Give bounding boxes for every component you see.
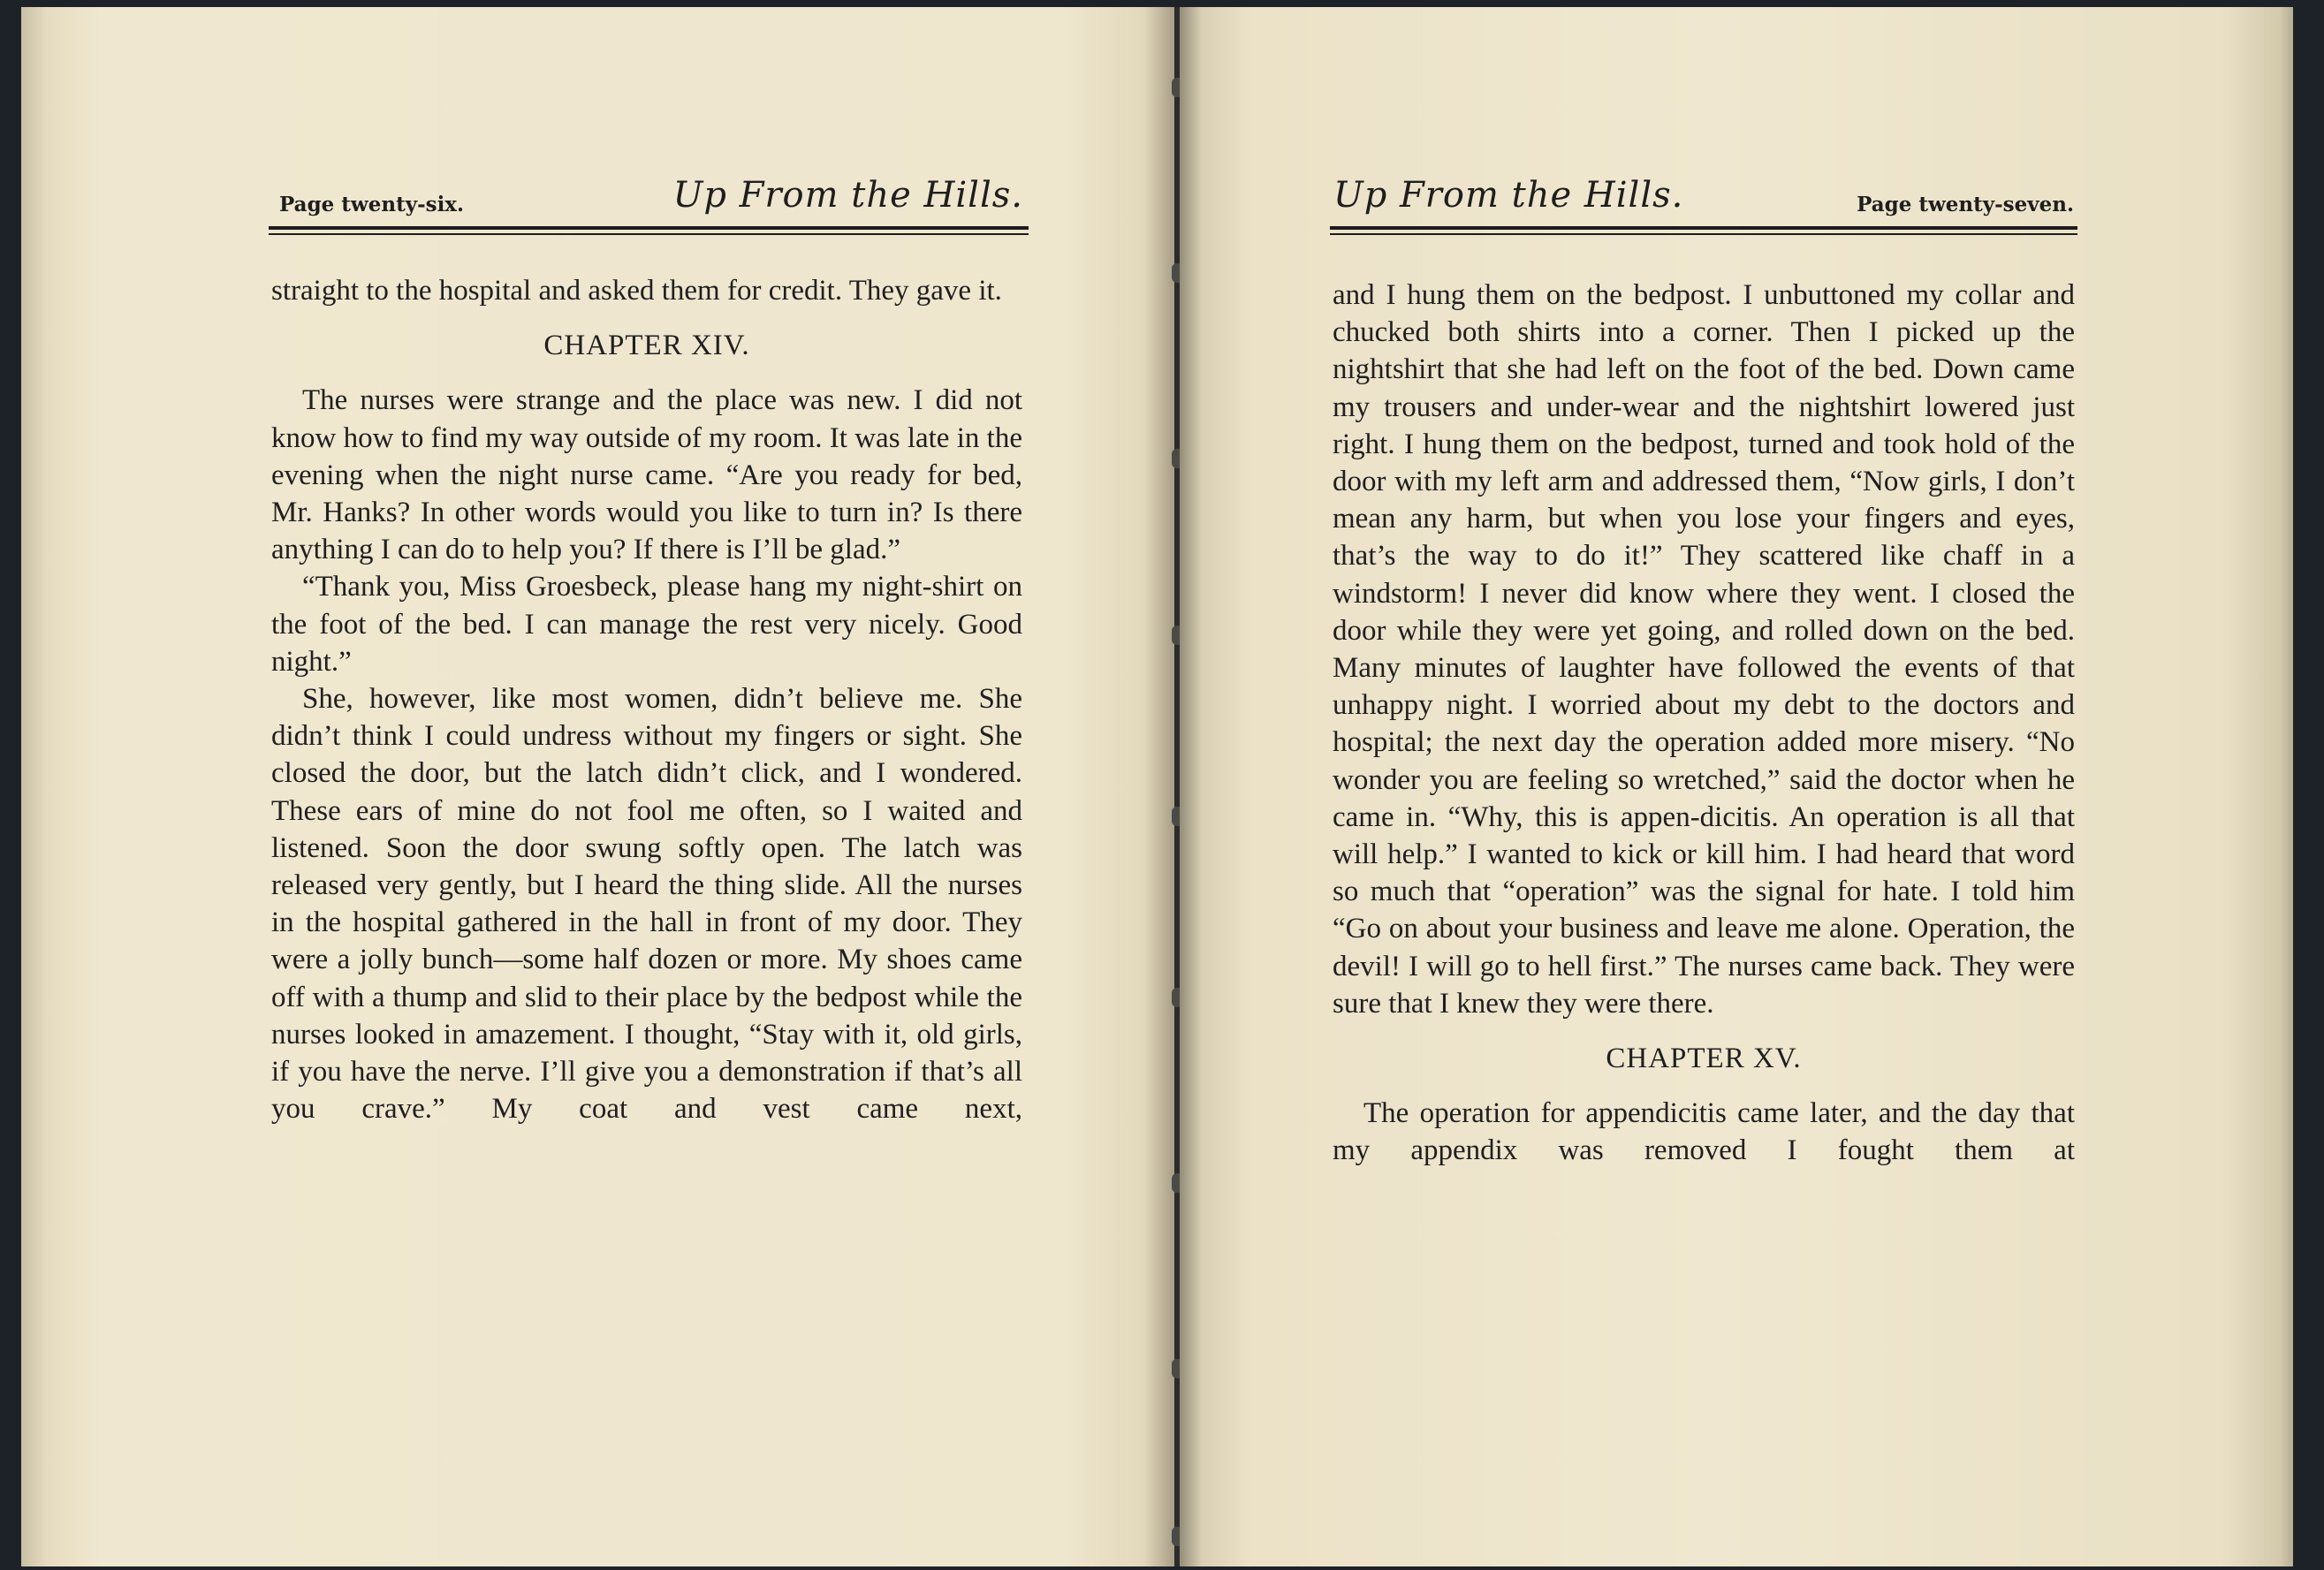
left-paragraph-3: She, however, like most women, didn’t believe me. She didn’t think I could undress without my fingers or sight. She closed the door, but the latch didn’t click, and I wondered. These ears of mine do not fool me often, so I waited and listened. Soon the door swung softly open. The latch was released very gently, but I heard the thing slide. All the nurses in the hospital gathered in the hall in front of my door. They were a jolly bunch—some half dozen or more. My shoes came off with a thump and slid to their place by the bedpost while the nurses looked in amazement. I thought, “Stay with it, old girls, if you have the nerve. I’ll give you a demonstration if that’s all you crave.” My coat and vest came next, <box>271 683 1022 1126</box>
left-chapter-heading: CHAPTER XIV. <box>543 330 750 362</box>
right-closing-paragraph: The operation for appendicitis came later, and the day that my appendix was removed I fought them at <box>1333 1097 2075 1167</box>
right-page <box>1180 7 2293 1566</box>
left-running-title: Up From the Hills. <box>672 175 1023 216</box>
book-spread <box>9 7 2306 1566</box>
right-running-title: Up From the Hills. <box>1333 175 1684 216</box>
left-paragraph-2: “Thank you, Miss Groesbeck, please hang my night-shirt on the foot of the bed. I can manage the rest very nicely. Good night.” <box>271 571 1022 678</box>
left-folio: Page twenty-six. <box>279 193 465 216</box>
right-header-rule-thick <box>1330 226 2077 230</box>
right-body-text <box>1333 277 2075 1170</box>
left-opening-lines: straight to the hospital and asked them for credit. They gave it. <box>271 275 1002 307</box>
left-body-text <box>271 272 1022 1127</box>
left-paragraph-1: The nurses were strange and the place was new. I did not know how to find my way outside of my room. It was late in the evening when the night nurse came. “Are you ready for bed, Mr. Hanks? In other words would you like to turn in? Is there anything I can do to help you? If there is I’ll be glad.” <box>271 384 1022 566</box>
left-page <box>21 7 1174 1566</box>
right-running-head <box>1330 175 2077 228</box>
left-header-rule-thin <box>269 233 1029 235</box>
right-folio: Page twenty-seven. <box>1857 193 2074 216</box>
left-running-head <box>269 175 1029 228</box>
right-header-rule-thin <box>1330 233 2077 235</box>
right-opening-paragraph: and I hung them on the bedpost. I unbuttoned my collar and chucked both shirts into a corner. Then I picked up the nightshirt that she had left on the foot of the bed. Down came my trousers and under-wear and the nightshirt lowered just right. I hung them on the bedpost, turned and took hold of the door with my left arm and addressed them, “Now girls, I don’t mean any harm, but when you lose your fingers and eyes, that’s the way to do it!” They scattered like chaff in a windstorm! I never did know where they went. I closed the door while they were yet going, and rolled down on the bed. Many minutes of laughter have followed the events of that unhappy night. I worried about my debt to the doctors and hospital; the next day the operation added more misery. “No wonder you are feeling so wretched,” said the doctor when he came in. “Why, this is appen-dicitis. An operation is all that will help.” I wanted to kick or kill him. I had heard that word so much that “operation” was the signal for hate. I told him “Go on about your business and leave me alone. Operation, the devil! I will go to hell first.” The nurses came back. They were sure that I knew they were there. <box>1333 279 2075 1020</box>
right-chapter-heading: CHAPTER XV. <box>1606 1043 1802 1075</box>
left-header-rule-thick <box>269 226 1029 230</box>
